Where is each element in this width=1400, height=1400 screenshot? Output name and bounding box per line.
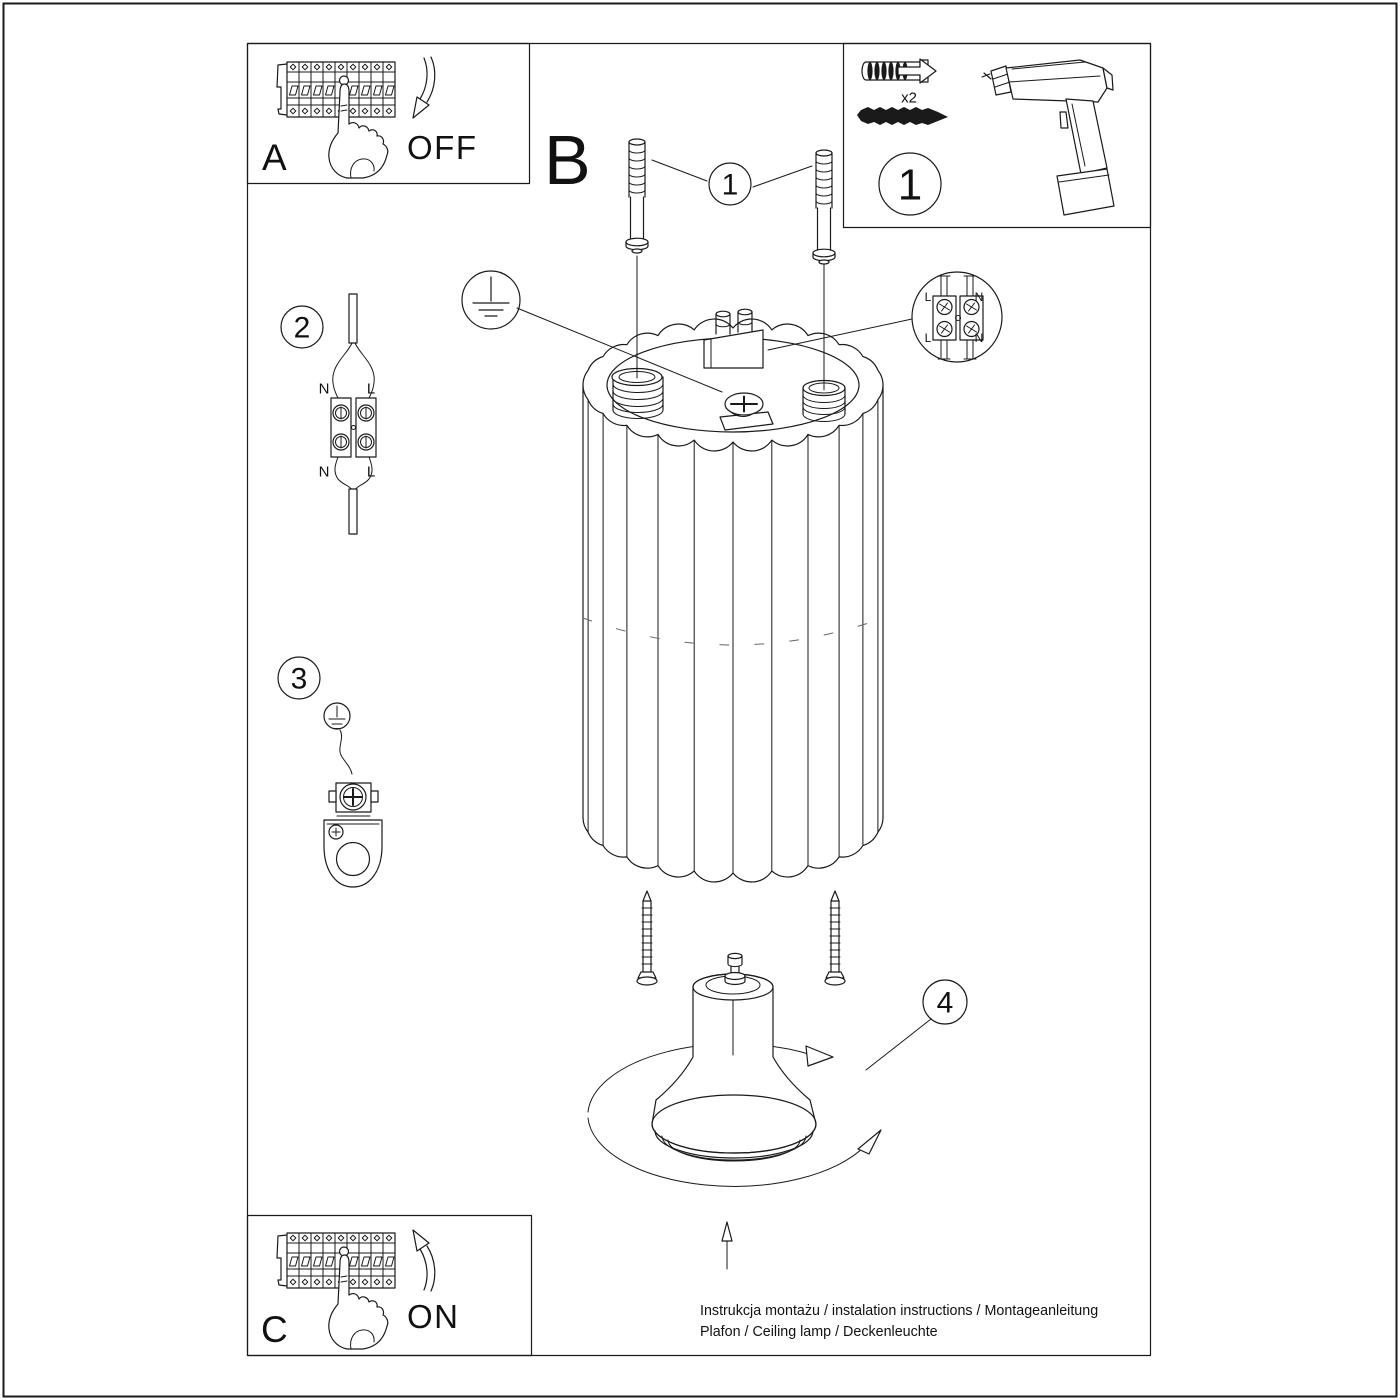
on-label: ON [407, 1298, 460, 1335]
svg-text:1: 1 [897, 160, 923, 210]
svg-text:4: 4 [936, 986, 954, 1020]
earth-badge-icon [462, 271, 520, 329]
ground-symbol-icon [324, 703, 350, 729]
lamp-socket-icon [324, 783, 382, 887]
detail-label-n-bottom: N [974, 331, 984, 345]
detail-label-n-top: N [974, 290, 984, 304]
off-label: OFF [407, 129, 478, 166]
step-1-badge [879, 153, 941, 215]
qty-label: x2 [901, 89, 917, 107]
step-3-badge [278, 657, 320, 699]
svg-text:3: 3 [290, 662, 308, 696]
detail-label-l-bottom: L [924, 331, 932, 345]
wire-label-n-bottom: N [318, 463, 330, 481]
step-1b-badge [709, 163, 751, 205]
svg-text:1: 1 [721, 168, 739, 202]
page-border [4, 4, 1397, 1397]
wire-label-n-top: N [318, 380, 330, 398]
wire-label-l-top: L [366, 380, 376, 398]
terminal-detail-circle [912, 272, 1002, 362]
footer-caption-2: Plafon / Ceiling lamp / Deckenleuchte [700, 1324, 938, 1340]
svg-text:2: 2 [293, 311, 311, 345]
panel-c-label: C [261, 1309, 288, 1350]
footer-caption-1: Instrukcja montażu / instalation instructions / Montageanleitung [700, 1303, 1099, 1319]
section-b-label: B [544, 121, 591, 199]
step-4-badge [923, 980, 967, 1024]
step-2-badge [281, 306, 323, 348]
panel-a-label: A [262, 137, 287, 178]
wire-label-l-bottom: L [366, 463, 376, 481]
detail-label-l-top: L [924, 290, 932, 304]
